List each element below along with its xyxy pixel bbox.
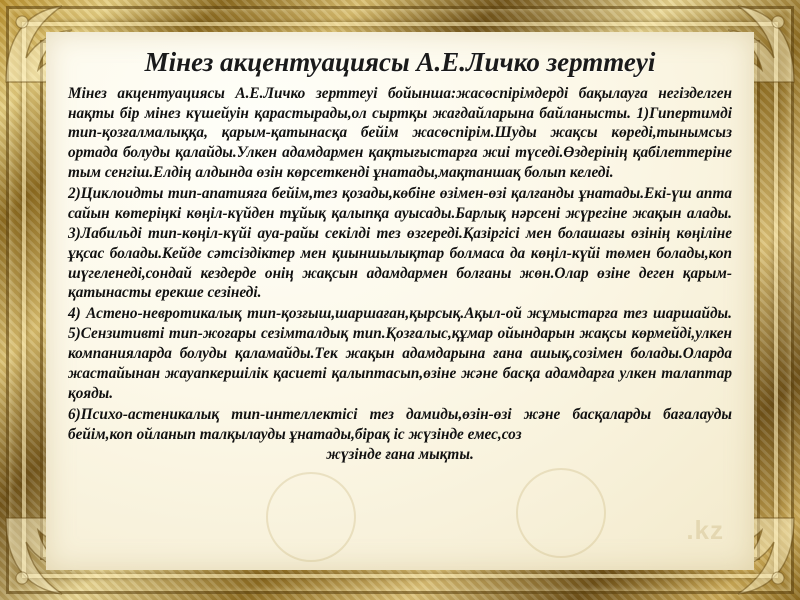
watermark-text: .kz (686, 515, 724, 545)
page-title: Мінез акцентуациясы А.Е.Личко зерттеуі (144, 47, 656, 77)
paragraph-1: Мінез акцентуациясы А.Е.Личко зерттеуі бойынша:жасөспірімдерді бақылауға негізделген нақты бір мінез күшейуін қарастырады,ол сыртқы жағдайларына байланысты. 1)Гипертимді тип-қозғалмалыққа, қарым-қатынасқа бейім жасөспірім.Шуды жақсы көреді,тынымсыз ортада болуды қалайды.Улкен адамдармен қақтығыстарға жиі түседі.Өздерінің қабілеттеріне тым сенгіш.Елдің алдында өзін көрсеткенді ұнатады,мақтаншақ болып келеді. (68, 84, 732, 182)
paragraph-3: 4) Астено-невротикалық тип-қозғыш,шаршаған,қырсық.Ақыл-ой жұмыстарға тез шаршайды. 5)Сензитивті тип-жоғары сезімталдық тип.Қозғалыс,құмар ойындарын жақсы көрмейді,улкен компанияларда болуды қаламайды.Тек жақын адамдарына ғана ашық,созімен болады.Оларда жастайынан жауапкершілік қасиеті қалыптасып,өзіне және басқа адамдарға улкен талаптар қояды. (68, 305, 732, 402)
paragraph-4-last-line: жүзінде ғана мықты. (326, 446, 474, 464)
body-text (68, 84, 732, 466)
watermark-circle-icon (516, 468, 606, 558)
watermark-circle-icon (266, 472, 356, 562)
parchment-content-area (46, 32, 754, 570)
paragraph-2: 2)Циклоидты тип-апатияға бейім,тез қозады,көбіне өзімен-өзі қалғанды ұнатады.Екі-үш апта сайын көтеріңкі көңіл-күйден тұйық қалыпқа ауысады.Барлық нәрсені жүрегіне жақын алады. 3)Лабильді тип-көңіл-күйі ауа-райы секілді тез өзгереді.Қазіргісі мен болашағы өзінің көңіліне ұқсас болады.Кейде сәтсіздіктер мен қиыншылықтар болмаса да көңіл-күйі төмен болады,коп шүгеленеді,сондай кездерде онің жақсын адамдармен болғаны жөн.Олар өзіне деген қарым-қатынасты ерекше сезінеді. (68, 185, 732, 302)
paragraph-4: 6)Психо-астеникалық тип-интеллектісі тез дамиды,өзін-өзі және басқаларды бағалауды бейім,коп ойланып талқылауды ұнатады,бірақ іс жүзінде емес,соз (68, 405, 732, 443)
